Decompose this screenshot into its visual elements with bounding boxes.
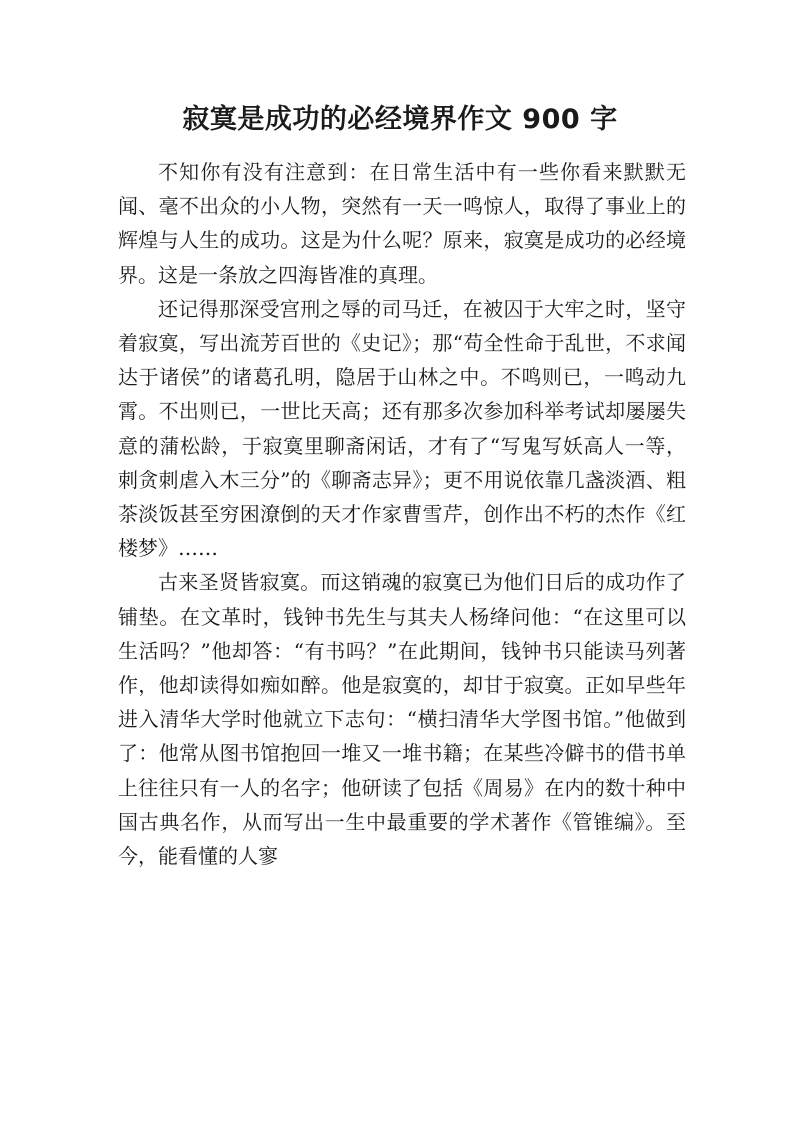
document-body <box>118 155 686 873</box>
paragraph: 还记得那深受宫刑之辱的司马迁，在被囚于大牢之时，坚守着寂寞，写出流芳百世的《史记》；那“苟全性命于乱世，不求闻达于诸侯”的诸葛孔明，隐居于山林之中。不鸣则已，一鸣动九霄。不出则已，一世比天高；还有那多次参加科举考试却屡屡失意的蒲松龄，于寂寞里聊斋闲话，才有了“写鬼写妖高人一等，刺贪刺虐入木三分”的《聊斋志异》；更不用说依靠几盏淡酒、粗茶淡饭甚至穷困潦倒的天才作家曹雪芹，创作出不朽的杰作《红楼梦》…… <box>118 296 686 561</box>
document-title: 寂寞是成功的必经境界作文 900 字 <box>182 104 618 135</box>
paragraph: 古来圣贤皆寂寞。而这销魂的寂寞已为他们日后的成功作了铺垫。在文革时，钱钟书先生与其夫人杨绛问他：“在这里可以生活吗？”他却答：“有书吗？”在此期间，钱钟书只能读马列著作，他却读得如痴如醉。他是寂寞的，却甘于寂寞。正如早些年进入清华大学时他就立下志句：“横扫清华大学图书馆。”他做到了：他常从图书馆抱回一堆又一堆书籍；在某些冷僻书的借书单上往往只有一人的名字；他研读了包括《周易》在内的数十种中国古典名作，从而写出一生中最重要的学术著作《管锥编》。至今，能看懂的人寥 <box>118 570 686 869</box>
paragraph: 不知你有没有注意到：在日常生活中有一些你看来默默无闻、毫不出众的小人物，突然有一天一鸣惊人，取得了事业上的辉煌与人生的成功。这是为什么呢？原来，寂寞是成功的必经境界。这是一条放之四海皆准的真理。 <box>118 160 686 287</box>
